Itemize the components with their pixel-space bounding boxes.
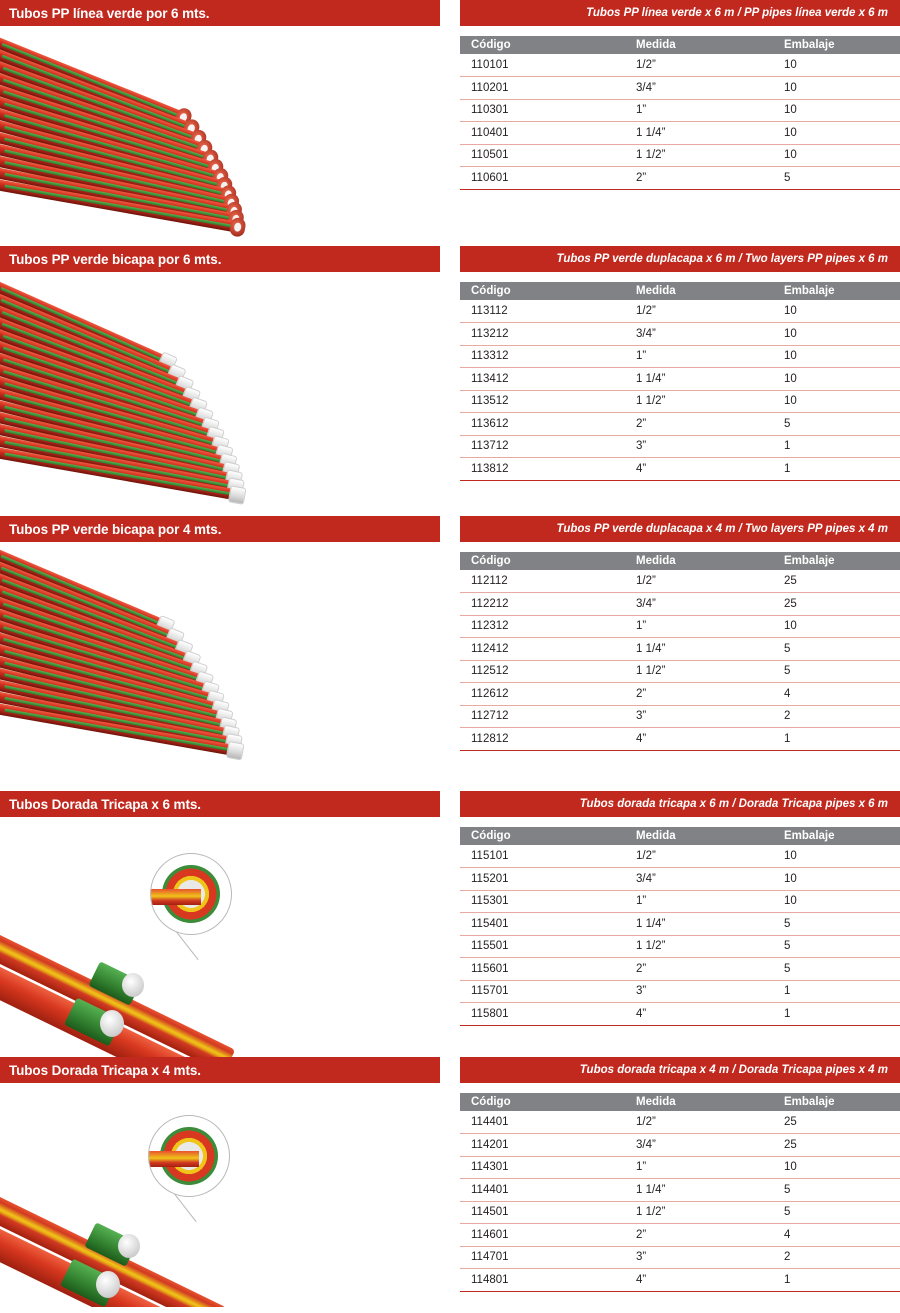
cell-medida: 1 1/2”	[625, 1201, 773, 1224]
cell-codigo: 112312	[460, 615, 625, 638]
section-tubos-dorada-tricapa-6m	[0, 791, 900, 1057]
cross-section-detail	[148, 1115, 230, 1197]
product-image-pipes-green-line-bundle	[0, 26, 440, 246]
table-row	[460, 323, 900, 346]
cell-embalaje: 10	[773, 868, 900, 891]
table-row	[460, 122, 900, 145]
section-header	[0, 1057, 900, 1083]
table-header-row	[460, 36, 900, 54]
cell-codigo: 113612	[460, 413, 625, 436]
section-body	[0, 272, 900, 516]
cell-medida: 1 1/2”	[625, 660, 773, 683]
cell-medida: 1/2”	[625, 570, 773, 593]
col-embalaje: Embalaje	[773, 552, 900, 570]
product-image-pipes-green-bilayer-6m	[0, 272, 440, 516]
cell-codigo: 110301	[460, 99, 625, 122]
col-codigo: Código	[460, 282, 625, 300]
section-header	[0, 516, 900, 542]
table-row	[460, 728, 900, 751]
pipe-inner-white	[122, 973, 144, 997]
cell-codigo: 114301	[460, 1156, 625, 1179]
cell-embalaje: 1	[773, 435, 900, 458]
table-row	[460, 705, 900, 728]
col-codigo: Código	[460, 1093, 625, 1111]
spec-table	[460, 552, 900, 751]
section-tubos-pp-verde-bicapa-4m	[0, 516, 900, 791]
cell-medida: 1/2”	[625, 1111, 773, 1134]
cell-embalaje: 1	[773, 980, 900, 1003]
cell-embalaje: 25	[773, 570, 900, 593]
table-row	[460, 99, 900, 122]
cell-codigo: 112512	[460, 660, 625, 683]
cell-medida: 1 1/4”	[625, 368, 773, 391]
col-medida: Medida	[625, 1093, 773, 1111]
cell-medida: 3/4”	[625, 593, 773, 616]
table-row	[460, 570, 900, 593]
col-codigo: Código	[460, 552, 625, 570]
section-subtitle: Tubos dorada tricapa x 4 m / Dorada Tricapa pipes x 4 m	[460, 1057, 900, 1083]
table-row	[460, 845, 900, 868]
cell-embalaje: 10	[773, 615, 900, 638]
cell-codigo: 114601	[460, 1224, 625, 1247]
cell-codigo: 114801	[460, 1269, 625, 1292]
table-row	[460, 935, 900, 958]
cell-codigo: 113312	[460, 345, 625, 368]
spec-table-wrapper	[440, 542, 900, 751]
cell-embalaje: 5	[773, 638, 900, 661]
table-row	[460, 368, 900, 391]
section-subtitle: Tubos PP línea verde x 6 m / PP pipes línea verde x 6 m	[460, 0, 900, 26]
cell-codigo: 110401	[460, 122, 625, 145]
section-header	[0, 246, 900, 272]
section-subtitle: Tubos PP verde duplacapa x 6 m / Two layers PP pipes x 6 m	[460, 246, 900, 272]
cell-codigo: 114401	[460, 1111, 625, 1134]
col-medida: Medida	[625, 552, 773, 570]
cell-embalaje: 10	[773, 345, 900, 368]
spec-table-wrapper	[440, 1083, 900, 1292]
header-gap	[440, 0, 460, 26]
cell-embalaje: 4	[773, 1224, 900, 1247]
section-body	[0, 542, 900, 791]
section-tubos-pp-verde-bicapa-6m	[0, 246, 900, 516]
col-embalaje: Embalaje	[773, 1093, 900, 1111]
cell-codigo: 115601	[460, 958, 625, 981]
cell-medida: 1”	[625, 890, 773, 913]
cell-medida: 4”	[625, 728, 773, 751]
cell-embalaje: 4	[773, 683, 900, 706]
table-row	[460, 683, 900, 706]
cell-medida: 1 1/2”	[625, 935, 773, 958]
table-row	[460, 167, 900, 190]
header-gap	[440, 516, 460, 542]
section-title: Tubos PP verde bicapa por 4 mts.	[0, 516, 440, 542]
cell-embalaje: 5	[773, 913, 900, 936]
cell-medida: 1”	[625, 1156, 773, 1179]
spec-table	[460, 827, 900, 1026]
table-header-row	[460, 282, 900, 300]
spec-table	[460, 36, 900, 190]
table-row	[460, 1003, 900, 1026]
cell-medida: 2”	[625, 413, 773, 436]
table-row	[460, 77, 900, 100]
cell-codigo: 112112	[460, 570, 625, 593]
cell-medida: 1/2”	[625, 54, 773, 77]
cell-embalaje: 25	[773, 593, 900, 616]
cell-codigo: 110201	[460, 77, 625, 100]
layer-tail	[150, 889, 201, 905]
pipe-inner-white	[96, 1271, 120, 1298]
pipe-inner-white	[100, 1010, 124, 1037]
table-row	[460, 1201, 900, 1224]
cross-section-detail	[150, 853, 232, 935]
section-subtitle: Tubos dorada tricapa x 6 m / Dorada Tricapa pipes x 6 m	[460, 791, 900, 817]
pipe-bundle-illustration	[0, 272, 440, 516]
cell-codigo: 112412	[460, 638, 625, 661]
cell-codigo: 115201	[460, 868, 625, 891]
table-header-row	[460, 1093, 900, 1111]
cell-embalaje: 10	[773, 144, 900, 167]
cell-codigo: 114401	[460, 1179, 625, 1202]
cell-embalaje: 5	[773, 413, 900, 436]
table-row	[460, 144, 900, 167]
spec-table-wrapper	[440, 26, 900, 190]
cell-embalaje: 5	[773, 958, 900, 981]
cell-codigo: 112212	[460, 593, 625, 616]
cell-medida: 1”	[625, 615, 773, 638]
cell-embalaje: 10	[773, 77, 900, 100]
col-medida: Medida	[625, 827, 773, 845]
cell-embalaje: 10	[773, 390, 900, 413]
layer-tail	[148, 1151, 199, 1167]
cell-embalaje: 10	[773, 122, 900, 145]
cell-codigo: 113512	[460, 390, 625, 413]
table-row	[460, 1246, 900, 1269]
col-embalaje: Embalaje	[773, 282, 900, 300]
cell-embalaje: 10	[773, 1156, 900, 1179]
product-image-pipes-dorada-tricapa-6m	[0, 817, 440, 1057]
cell-embalaje: 5	[773, 935, 900, 958]
table-row	[460, 435, 900, 458]
cell-medida: 2”	[625, 1224, 773, 1247]
cell-codigo: 114201	[460, 1134, 625, 1157]
pipe-bundle-illustration	[0, 26, 440, 246]
pipe-inner-white	[118, 1234, 140, 1258]
cell-medida: 1 1/2”	[625, 390, 773, 413]
cell-embalaje: 1	[773, 728, 900, 751]
header-gap	[440, 791, 460, 817]
cell-medida: 1/2”	[625, 300, 773, 323]
cell-medida: 3”	[625, 1246, 773, 1269]
table-row	[460, 615, 900, 638]
spec-table	[460, 282, 900, 481]
cell-codigo: 114501	[460, 1201, 625, 1224]
cell-embalaje: 10	[773, 54, 900, 77]
col-embalaje: Embalaje	[773, 827, 900, 845]
cell-embalaje: 25	[773, 1111, 900, 1134]
col-codigo: Código	[460, 36, 625, 54]
table-row	[460, 1134, 900, 1157]
section-header	[0, 0, 900, 26]
cell-codigo: 113112	[460, 300, 625, 323]
cell-medida: 2”	[625, 683, 773, 706]
dorada-pipes-illustration	[0, 1083, 440, 1307]
table-row	[460, 300, 900, 323]
cell-codigo: 110601	[460, 167, 625, 190]
section-tubos-pp-linea-verde-6m	[0, 0, 900, 246]
pipe-bundle-illustration	[0, 542, 440, 791]
cell-embalaje: 2	[773, 705, 900, 728]
cell-embalaje: 10	[773, 368, 900, 391]
spec-table-wrapper	[440, 817, 900, 1026]
spec-table	[460, 1093, 900, 1292]
table-row	[460, 413, 900, 436]
cell-medida: 2”	[625, 167, 773, 190]
section-header	[0, 791, 900, 817]
section-title: Tubos Dorada Tricapa x 4 mts.	[0, 1057, 440, 1083]
table-row	[460, 868, 900, 891]
table-row	[460, 458, 900, 481]
section-title: Tubos PP línea verde por 6 mts.	[0, 0, 440, 26]
dorada-pipes-illustration	[0, 817, 440, 1057]
col-embalaje: Embalaje	[773, 36, 900, 54]
cell-codigo: 110501	[460, 144, 625, 167]
cell-codigo: 112612	[460, 683, 625, 706]
cell-medida: 1/2”	[625, 845, 773, 868]
cell-codigo: 115101	[460, 845, 625, 868]
cell-codigo: 113712	[460, 435, 625, 458]
cell-embalaje: 5	[773, 1201, 900, 1224]
table-row	[460, 1111, 900, 1134]
cell-codigo: 115401	[460, 913, 625, 936]
cell-codigo: 112712	[460, 705, 625, 728]
cell-medida: 1”	[625, 345, 773, 368]
section-body	[0, 1083, 900, 1307]
cell-embalaje: 5	[773, 660, 900, 683]
cell-medida: 2”	[625, 958, 773, 981]
cell-codigo: 113812	[460, 458, 625, 481]
table-row	[460, 638, 900, 661]
col-medida: Medida	[625, 282, 773, 300]
cell-codigo: 112812	[460, 728, 625, 751]
cell-medida: 4”	[625, 1003, 773, 1026]
section-title: Tubos Dorada Tricapa x 6 mts.	[0, 791, 440, 817]
section-body	[0, 817, 900, 1057]
section-tubos-dorada-tricapa-4m	[0, 1057, 900, 1307]
cell-codigo: 110101	[460, 54, 625, 77]
cell-embalaje: 10	[773, 890, 900, 913]
table-row	[460, 913, 900, 936]
table-row	[460, 1156, 900, 1179]
cell-codigo: 114701	[460, 1246, 625, 1269]
cell-embalaje: 1	[773, 1269, 900, 1292]
table-row	[460, 345, 900, 368]
cell-embalaje: 10	[773, 300, 900, 323]
col-codigo: Código	[460, 827, 625, 845]
table-row	[460, 390, 900, 413]
cell-medida: 1 1/2”	[625, 144, 773, 167]
table-row	[460, 1269, 900, 1292]
cell-medida: 3/4”	[625, 77, 773, 100]
header-gap	[440, 246, 460, 272]
cell-medida: 1 1/4”	[625, 913, 773, 936]
cell-codigo: 115501	[460, 935, 625, 958]
table-row	[460, 54, 900, 77]
cell-codigo: 115801	[460, 1003, 625, 1026]
cell-medida: 4”	[625, 458, 773, 481]
cell-medida: 3”	[625, 980, 773, 1003]
cell-embalaje: 10	[773, 99, 900, 122]
table-row	[460, 660, 900, 683]
cell-medida: 3”	[625, 435, 773, 458]
cell-embalaje: 10	[773, 845, 900, 868]
table-header-row	[460, 552, 900, 570]
section-body	[0, 26, 900, 246]
cell-codigo: 115301	[460, 890, 625, 913]
section-subtitle: Tubos PP verde duplacapa x 4 m / Two layers PP pipes x 4 m	[460, 516, 900, 542]
cell-medida: 1 1/4”	[625, 1179, 773, 1202]
cell-medida: 3/4”	[625, 868, 773, 891]
table-row	[460, 593, 900, 616]
table-row	[460, 980, 900, 1003]
section-title: Tubos PP verde bicapa por 6 mts.	[0, 246, 440, 272]
cell-embalaje: 1	[773, 458, 900, 481]
header-gap	[440, 1057, 460, 1083]
cell-medida: 3/4”	[625, 323, 773, 346]
cell-medida: 1 1/4”	[625, 122, 773, 145]
table-row	[460, 1179, 900, 1202]
cell-codigo: 115701	[460, 980, 625, 1003]
table-row	[460, 890, 900, 913]
product-image-pipes-dorada-tricapa-4m	[0, 1083, 440, 1307]
cell-embalaje: 25	[773, 1134, 900, 1157]
cell-medida: 3”	[625, 705, 773, 728]
cell-embalaje: 2	[773, 1246, 900, 1269]
table-header-row	[460, 827, 900, 845]
table-row	[460, 958, 900, 981]
cell-embalaje: 5	[773, 1179, 900, 1202]
cell-medida: 3/4”	[625, 1134, 773, 1157]
product-image-pipes-green-bilayer-4m	[0, 542, 440, 791]
cell-embalaje: 10	[773, 323, 900, 346]
cell-codigo: 113212	[460, 323, 625, 346]
spec-table-wrapper	[440, 272, 900, 481]
table-row	[460, 1224, 900, 1247]
cell-medida: 1”	[625, 99, 773, 122]
cell-medida: 4”	[625, 1269, 773, 1292]
cell-embalaje: 5	[773, 167, 900, 190]
col-medida: Medida	[625, 36, 773, 54]
cell-codigo: 113412	[460, 368, 625, 391]
cell-medida: 1 1/4”	[625, 638, 773, 661]
cell-embalaje: 1	[773, 1003, 900, 1026]
